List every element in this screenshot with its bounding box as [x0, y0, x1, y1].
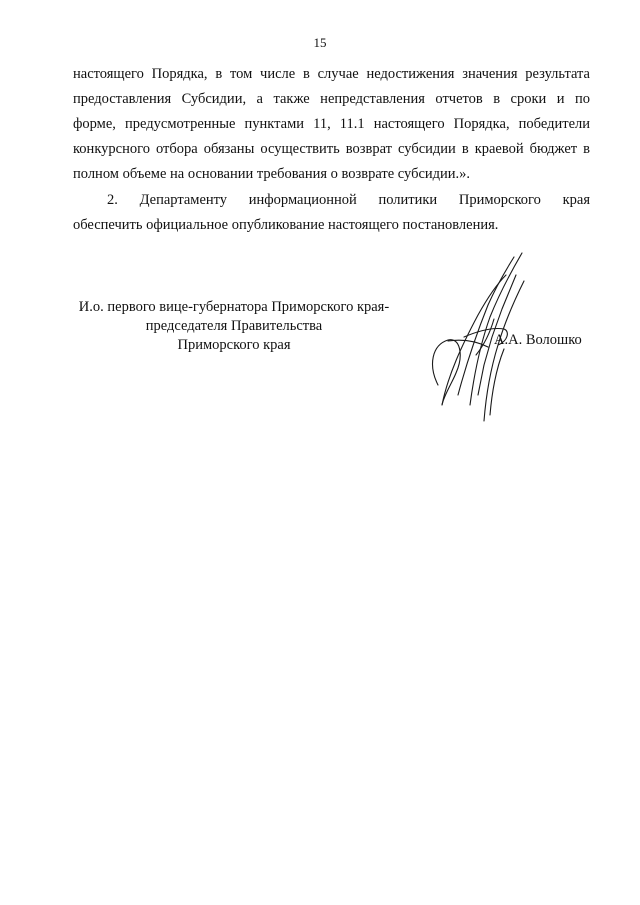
- paragraph-line: конкурсного отбора обязаны осуществить возврат субсидии в краевой бюджет в: [73, 141, 590, 157]
- paragraph-line: предоставления Субсидии, а также непредставления отчетов в сроки и по: [73, 91, 590, 107]
- signatory-position-line: Приморского края: [177, 337, 291, 353]
- paragraph-publication-order: [73, 188, 590, 238]
- paragraph-line: настоящего Порядка, в том числе в случае недостижения значения результата: [73, 66, 590, 82]
- signatory-position-line: И.о. первого вице-губернатора Приморского края-: [78, 299, 390, 315]
- paragraph-line: 2. Департаменту информационной политики Приморского края: [107, 192, 590, 208]
- paragraph-return-of-subsidy: [73, 62, 590, 187]
- page-number: 15: [313, 35, 327, 50]
- paragraph-line: обеспечить официальное опубликование настоящего постановления.: [73, 217, 499, 233]
- paragraph-line: форме, предусмотренные пунктами 11, 11.1 настоящего Порядка, победители: [73, 116, 590, 132]
- signer-name: А.А. Волошко: [494, 332, 582, 348]
- paragraph-line: полном объеме на основании требования о возврате субсидии.».: [73, 166, 471, 182]
- signatory-position: [64, 298, 404, 355]
- signatory-position-line: председателя Правительства: [145, 318, 323, 334]
